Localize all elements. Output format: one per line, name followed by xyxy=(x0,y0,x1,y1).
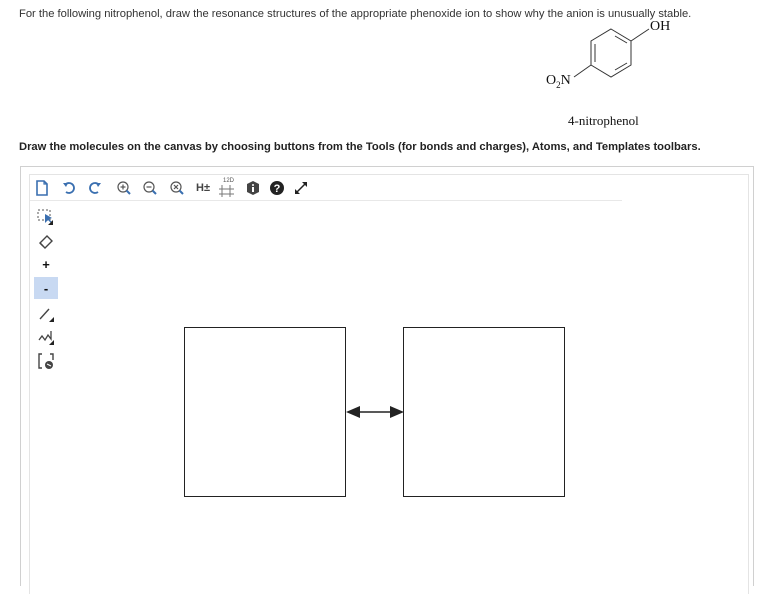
svg-text:?: ? xyxy=(273,183,281,195)
editor-canvas-frame xyxy=(29,174,749,594)
drawing-canvas[interactable] xyxy=(30,175,750,595)
instruction-text: Draw the molecules on the canvas by choosing buttons from the Tools (for bonds and charges), Atoms, and Templates toolbars. xyxy=(19,141,701,153)
resonance-arrow xyxy=(344,405,406,419)
plus-label: + xyxy=(42,256,50,272)
no2-n: N xyxy=(560,73,571,88)
drawing-editor xyxy=(20,166,754,586)
oh-label: OH xyxy=(650,19,671,34)
h-toggle-label: H± xyxy=(196,182,210,194)
no2-subscript: 2 xyxy=(556,79,561,90)
resonance-box-1[interactable] xyxy=(184,327,346,497)
nitrophenol-structure xyxy=(530,15,680,100)
no2-o: O xyxy=(546,73,557,88)
stereo-label: 12D xyxy=(223,178,235,184)
minus-label: - xyxy=(43,280,49,296)
question-text: For the following nitrophenol, draw the resonance structures of the appropriate phenoxide ion to show why the anion is unusually stable. xyxy=(19,8,692,20)
resonance-box-2[interactable] xyxy=(403,327,565,497)
molecule-name: 4-nitrophenol xyxy=(568,113,639,128)
no2-label xyxy=(546,73,571,90)
